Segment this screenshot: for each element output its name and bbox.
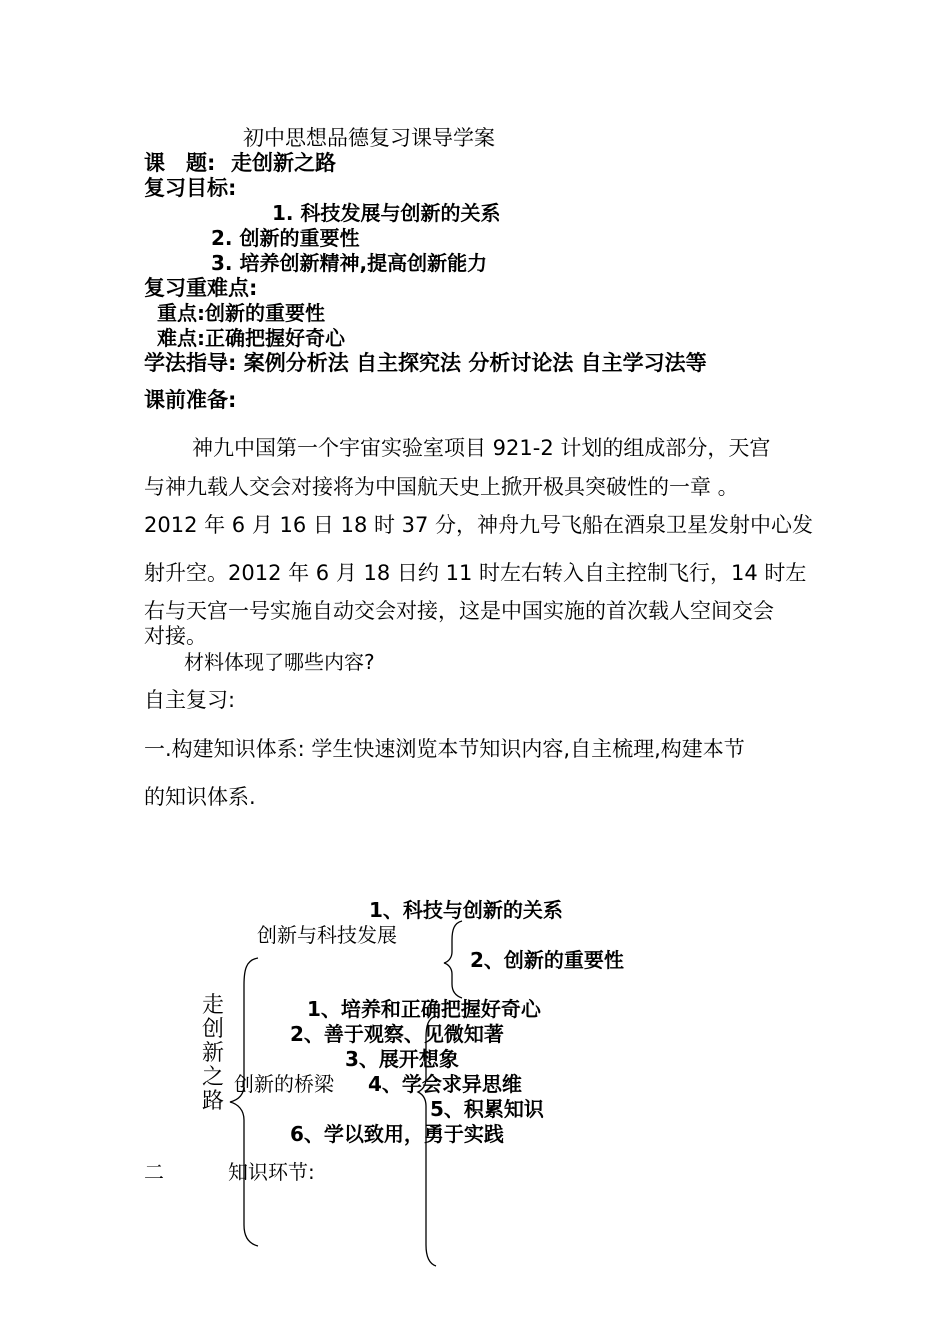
step2-label-prefix: 二	[144, 1160, 164, 1184]
page-title: 初中思想品德复习课导学案	[243, 126, 495, 150]
material-line: 2012 年 6 月 16 日 18 时 37 分，神舟九号飞船在酒泉卫星发射中心发	[144, 513, 814, 537]
step1-line: 的知识体系.	[144, 785, 256, 809]
goal-item: 3. 培养创新精神,提高创新能力	[211, 251, 488, 275]
review-label: 自主复习:	[144, 688, 236, 712]
branch-2-item: 4、学会求异思维	[368, 1072, 522, 1096]
material-line: 对接。	[144, 624, 207, 648]
material-line: 神九中国第一个宇宙实验室项目 921-2 计划的组成部分，天宫	[192, 436, 771, 460]
topic-label: 课 题:	[144, 151, 216, 175]
key-point: 重点:创新的重要性	[157, 301, 325, 325]
branch-2-item: 3、展开想象	[345, 1047, 459, 1071]
diagram-root-char: 新	[201, 1041, 224, 1066]
goals-label: 复习目标:	[144, 176, 237, 200]
goal-item: 2. 创新的重要性	[211, 226, 360, 250]
hard-point: 难点:正确把握好奇心	[157, 326, 345, 350]
branch-2-title: 创新的桥梁	[234, 1072, 334, 1096]
diagram-root-char: 之	[201, 1065, 224, 1090]
diagram-root-char: 路	[201, 1089, 224, 1114]
topic-text: 走创新之路	[231, 151, 336, 175]
prep-label: 课前准备:	[144, 388, 237, 412]
goal-item: 1. 科技发展与创新的关系	[272, 201, 501, 225]
diagram-root-char: 创	[201, 1017, 224, 1042]
step1-line: 一.构建知识体系: 学生快速浏览本节知识内容,自主梳理,构建本节	[144, 737, 745, 761]
diagram-root-char: 走	[201, 993, 224, 1018]
material-question: 材料体现了哪些内容?	[184, 650, 375, 674]
material-line: 射升空。2012 年 6 月 18 日约 11 时左右转入自主控制飞行，14 时左	[144, 561, 807, 585]
branch-1-item: 1、科技与创新的关系	[369, 898, 563, 922]
branch-1-item: 2、创新的重要性	[470, 948, 624, 972]
branch-2-item: 6、学以致用，勇于实践	[290, 1122, 504, 1146]
branch-2-item: 5、积累知识	[430, 1097, 544, 1121]
branch-1-title: 创新与科技发展	[257, 923, 397, 947]
material-line: 与神九载人交会对接将为中国航天史上掀开极具突破性的一章 。	[144, 475, 739, 499]
branch-2-item: 2、善于观察、见微知著	[290, 1022, 504, 1046]
study-method: 学法指导: 案例分析法 自主探究法 分析讨论法 自主学习法等	[144, 351, 707, 375]
material-line: 右与天宫一号实施自动交会对接，这是中国实施的首次载人空间交会	[144, 599, 774, 623]
branch-2-item: 1、培养和正确把握好奇心	[307, 997, 541, 1021]
step2-label-suffix: 知识环节:	[228, 1160, 315, 1184]
difficulty-label: 复习重难点:	[144, 276, 258, 300]
